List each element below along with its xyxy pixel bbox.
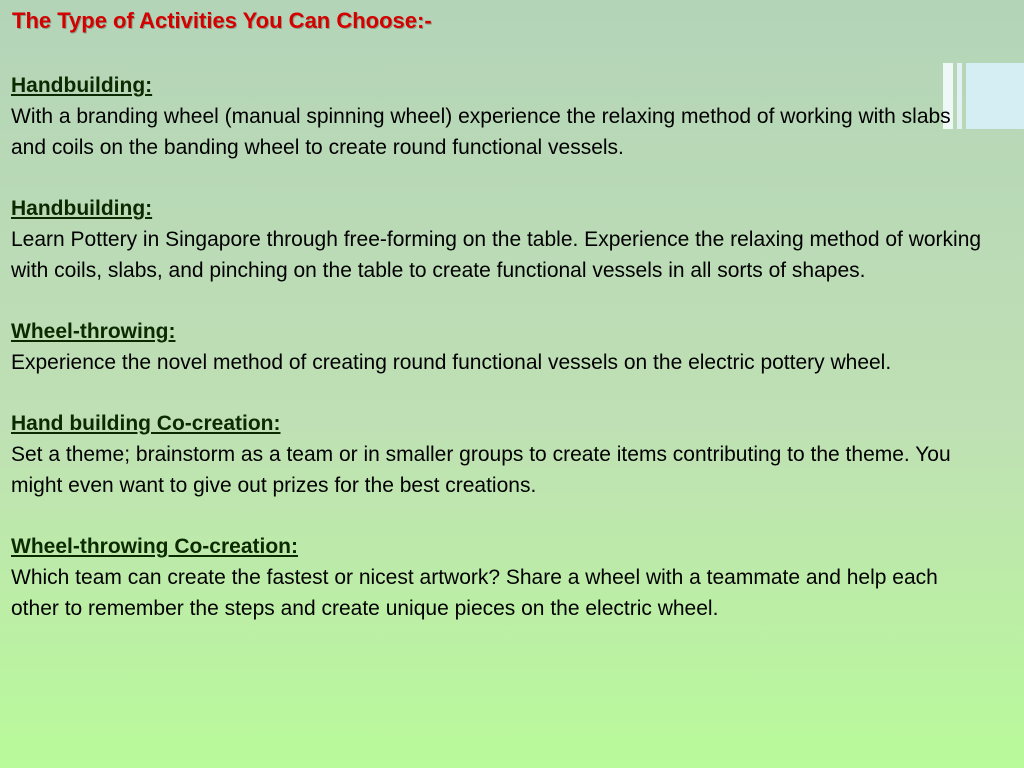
activity-description: Which team can create the fastest or nicest artwork? Share a wheel with a teammate and help each other to remember the steps and create unique pieces on the electric wheel. (11, 566, 938, 620)
activity-section-hand-building-co-creation (11, 408, 1001, 501)
activity-description: Experience the novel method of creating round functional vessels on the electric pottery wheel. (11, 351, 892, 374)
activity-description: Learn Pottery in Singapore through free-forming on the table. Experience the relaxing method of working with coils, slabs, and pinching on the table to create functional vessels in all sorts of shapes. (11, 228, 982, 282)
activity-section-wheel-throwing-co-creation (11, 531, 1001, 624)
activities-list (11, 70, 1001, 654)
activity-description: With a branding wheel (manual spinning wheel) experience the relaxing method of working with slabs and coils on the banding wheel to create round functional vessels. (11, 105, 951, 159)
activity-heading: Handbuilding: (11, 74, 153, 97)
activity-section-handbuilding-banding-wheel (11, 70, 1001, 163)
slide-title: The Type of Activities You Can Choose:- (12, 8, 432, 33)
activity-heading: Wheel-throwing Co-creation: (11, 535, 298, 558)
activity-heading: Hand building Co-creation: (11, 412, 281, 435)
activity-section-wheel-throwing (11, 316, 1001, 378)
activity-heading: Wheel-throwing: (11, 320, 176, 343)
activity-section-handbuilding-table (11, 193, 1001, 286)
activity-heading: Handbuilding: (11, 197, 153, 220)
activity-description: Set a theme; brainstorm as a team or in smaller groups to create items contributing to the theme. You might even want to give out prizes for the best creations. (11, 443, 951, 497)
